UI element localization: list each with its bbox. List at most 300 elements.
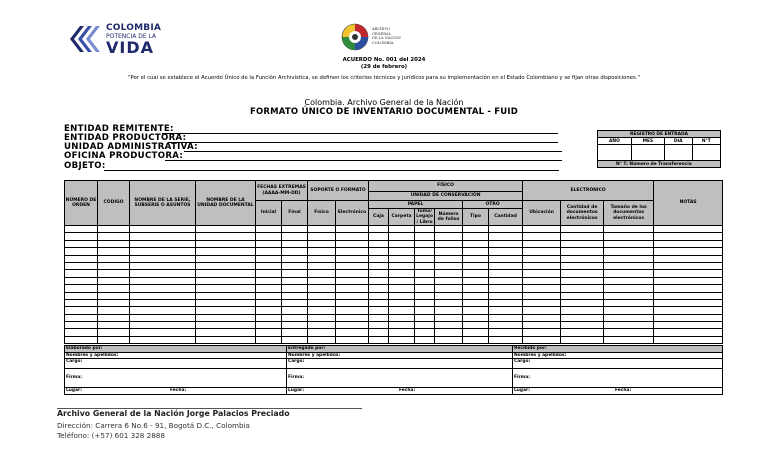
table-cell[interactable]	[336, 277, 369, 284]
table-cell[interactable]	[130, 240, 196, 247]
table-cell[interactable]	[65, 299, 98, 306]
table-cell[interactable]	[308, 277, 336, 284]
elaborado-nombres[interactable]: Nombres y apellidos:	[65, 352, 287, 359]
table-cell[interactable]	[369, 277, 389, 284]
table-cell[interactable]	[435, 292, 463, 299]
table-cell[interactable]	[654, 322, 723, 329]
table-cell[interactable]	[65, 314, 98, 321]
table-cell[interactable]	[282, 226, 308, 233]
table-cell[interactable]	[389, 262, 415, 269]
table-cell[interactable]	[463, 262, 489, 269]
table-cell[interactable]	[65, 336, 98, 343]
table-cell[interactable]	[463, 248, 489, 255]
table-cell[interactable]	[389, 255, 415, 262]
table-cell[interactable]	[196, 285, 256, 292]
table-cell[interactable]	[369, 314, 389, 321]
table-cell[interactable]	[196, 277, 256, 284]
table-cell[interactable]	[196, 270, 256, 277]
table-cell[interactable]	[196, 262, 256, 269]
table-cell[interactable]	[415, 240, 435, 247]
table-cell[interactable]	[282, 270, 308, 277]
table-cell[interactable]	[463, 299, 489, 306]
entidad-productora-field[interactable]	[168, 142, 558, 143]
table-cell[interactable]	[369, 292, 389, 299]
table-cell[interactable]	[654, 240, 723, 247]
table-cell[interactable]	[369, 307, 389, 314]
table-cell[interactable]	[336, 226, 369, 233]
table-cell[interactable]	[369, 270, 389, 277]
table-cell[interactable]	[336, 329, 369, 336]
table-cell[interactable]	[65, 255, 98, 262]
table-cell[interactable]	[561, 248, 604, 255]
table-cell[interactable]	[654, 314, 723, 321]
table-cell[interactable]	[65, 329, 98, 336]
table-cell[interactable]	[282, 322, 308, 329]
table-cell[interactable]	[282, 292, 308, 299]
table-cell[interactable]	[336, 285, 369, 292]
table-cell[interactable]	[654, 226, 723, 233]
table-cell[interactable]	[98, 314, 130, 321]
table-cell[interactable]	[336, 270, 369, 277]
table-cell[interactable]	[369, 285, 389, 292]
table-cell[interactable]	[196, 336, 256, 343]
table-cell[interactable]	[130, 226, 196, 233]
table-cell[interactable]	[561, 285, 604, 292]
table-cell[interactable]	[435, 314, 463, 321]
table-cell[interactable]	[654, 292, 723, 299]
table-cell[interactable]	[523, 307, 561, 314]
table-cell[interactable]	[654, 262, 723, 269]
table-cell[interactable]	[336, 248, 369, 255]
table-cell[interactable]	[369, 322, 389, 329]
table-cell[interactable]	[463, 307, 489, 314]
table-cell[interactable]	[130, 285, 196, 292]
table-cell[interactable]	[256, 307, 282, 314]
table-cell[interactable]	[130, 255, 196, 262]
table-cell[interactable]	[130, 262, 196, 269]
registro-ano-input[interactable]	[598, 145, 632, 161]
table-cell[interactable]	[98, 262, 130, 269]
table-cell[interactable]	[196, 292, 256, 299]
table-cell[interactable]	[369, 240, 389, 247]
table-cell[interactable]	[196, 314, 256, 321]
table-cell[interactable]	[654, 270, 723, 277]
table-cell[interactable]	[130, 248, 196, 255]
table-cell[interactable]	[523, 233, 561, 240]
table-cell[interactable]	[604, 262, 654, 269]
table-cell[interactable]	[389, 336, 415, 343]
table-cell[interactable]	[654, 285, 723, 292]
table-cell[interactable]	[489, 329, 523, 336]
table-cell[interactable]	[282, 314, 308, 321]
table-cell[interactable]	[604, 307, 654, 314]
table-cell[interactable]	[65, 270, 98, 277]
table-cell[interactable]	[130, 322, 196, 329]
table-cell[interactable]	[489, 307, 523, 314]
table-cell[interactable]	[415, 299, 435, 306]
table-cell[interactable]	[654, 277, 723, 284]
table-cell[interactable]	[415, 322, 435, 329]
table-cell[interactable]	[196, 299, 256, 306]
recibido-lugar-fecha[interactable]	[513, 388, 723, 395]
table-cell[interactable]	[463, 336, 489, 343]
table-cell[interactable]	[604, 322, 654, 329]
table-cell[interactable]	[98, 255, 130, 262]
table-cell[interactable]	[415, 277, 435, 284]
table-cell[interactable]	[489, 336, 523, 343]
table-cell[interactable]	[98, 322, 130, 329]
table-cell[interactable]	[654, 255, 723, 262]
table-cell[interactable]	[463, 255, 489, 262]
table-cell[interactable]	[282, 329, 308, 336]
table-cell[interactable]	[523, 240, 561, 247]
table-cell[interactable]	[196, 329, 256, 336]
table-cell[interactable]	[256, 262, 282, 269]
table-cell[interactable]	[523, 299, 561, 306]
table-cell[interactable]	[130, 336, 196, 343]
table-cell[interactable]	[463, 270, 489, 277]
table-cell[interactable]	[65, 240, 98, 247]
table-cell[interactable]	[489, 248, 523, 255]
table-cell[interactable]	[435, 240, 463, 247]
table-cell[interactable]	[654, 329, 723, 336]
table-cell[interactable]	[196, 255, 256, 262]
table-cell[interactable]	[130, 292, 196, 299]
table-cell[interactable]	[415, 285, 435, 292]
table-cell[interactable]	[336, 307, 369, 314]
registro-nt-input[interactable]	[692, 145, 720, 161]
table-cell[interactable]	[369, 336, 389, 343]
table-cell[interactable]	[65, 285, 98, 292]
table-cell[interactable]	[389, 226, 415, 233]
table-cell[interactable]	[282, 277, 308, 284]
table-cell[interactable]	[435, 270, 463, 277]
table-cell[interactable]	[65, 248, 98, 255]
table-cell[interactable]	[256, 248, 282, 255]
table-cell[interactable]	[561, 307, 604, 314]
table-cell[interactable]	[604, 277, 654, 284]
table-cell[interactable]	[65, 292, 98, 299]
table-cell[interactable]	[98, 248, 130, 255]
table-cell[interactable]	[604, 292, 654, 299]
table-cell[interactable]	[130, 270, 196, 277]
table-cell[interactable]	[389, 329, 415, 336]
table-cell[interactable]	[308, 292, 336, 299]
table-cell[interactable]	[604, 329, 654, 336]
table-cell[interactable]	[523, 255, 561, 262]
table-cell[interactable]	[463, 240, 489, 247]
table-cell[interactable]	[98, 270, 130, 277]
table-cell[interactable]	[98, 307, 130, 314]
table-cell[interactable]	[523, 329, 561, 336]
table-cell[interactable]	[435, 233, 463, 240]
recibido-cargo[interactable]: Cargo:	[513, 359, 723, 369]
table-cell[interactable]	[463, 285, 489, 292]
table-cell[interactable]	[256, 299, 282, 306]
table-cell[interactable]	[282, 262, 308, 269]
table-cell[interactable]	[489, 262, 523, 269]
table-cell[interactable]	[98, 329, 130, 336]
elaborado-cargo[interactable]: Cargo:	[65, 359, 287, 369]
table-cell[interactable]	[561, 270, 604, 277]
table-cell[interactable]	[256, 322, 282, 329]
table-cell[interactable]	[256, 240, 282, 247]
table-cell[interactable]	[604, 336, 654, 343]
table-cell[interactable]	[256, 329, 282, 336]
table-cell[interactable]	[435, 299, 463, 306]
table-cell[interactable]	[654, 299, 723, 306]
table-cell[interactable]	[435, 322, 463, 329]
table-cell[interactable]	[604, 233, 654, 240]
table-cell[interactable]	[308, 255, 336, 262]
table-cell[interactable]	[463, 314, 489, 321]
table-cell[interactable]	[435, 285, 463, 292]
table-cell[interactable]	[196, 233, 256, 240]
table-cell[interactable]	[369, 255, 389, 262]
table-cell[interactable]	[282, 285, 308, 292]
table-cell[interactable]	[415, 270, 435, 277]
table-cell[interactable]	[256, 233, 282, 240]
registro-mes-input[interactable]	[631, 145, 664, 161]
table-cell[interactable]	[98, 285, 130, 292]
table-cell[interactable]	[65, 307, 98, 314]
table-cell[interactable]	[369, 248, 389, 255]
table-cell[interactable]	[308, 285, 336, 292]
table-cell[interactable]	[65, 262, 98, 269]
table-cell[interactable]	[604, 270, 654, 277]
recibido-firma[interactable]: Firma:	[513, 369, 723, 388]
table-cell[interactable]	[130, 314, 196, 321]
table-cell[interactable]	[256, 292, 282, 299]
table-cell[interactable]	[336, 314, 369, 321]
table-cell[interactable]	[369, 233, 389, 240]
table-cell[interactable]	[523, 270, 561, 277]
table-cell[interactable]	[65, 277, 98, 284]
table-cell[interactable]	[369, 299, 389, 306]
table-cell[interactable]	[256, 277, 282, 284]
table-cell[interactable]	[523, 336, 561, 343]
table-cell[interactable]	[561, 292, 604, 299]
table-cell[interactable]	[65, 233, 98, 240]
table-cell[interactable]	[389, 299, 415, 306]
table-cell[interactable]	[435, 277, 463, 284]
recibido-nombres[interactable]: Nombres y apellidos:	[513, 352, 723, 359]
elaborado-lugar-fecha[interactable]	[65, 388, 287, 395]
table-cell[interactable]	[336, 255, 369, 262]
table-cell[interactable]	[463, 322, 489, 329]
table-cell[interactable]	[435, 336, 463, 343]
table-cell[interactable]	[256, 336, 282, 343]
table-cell[interactable]	[435, 307, 463, 314]
table-cell[interactable]	[523, 226, 561, 233]
table-cell[interactable]	[415, 336, 435, 343]
table-cell[interactable]	[308, 299, 336, 306]
table-cell[interactable]	[369, 329, 389, 336]
entregado-lugar-fecha[interactable]	[287, 388, 513, 395]
table-cell[interactable]	[654, 307, 723, 314]
table-cell[interactable]	[389, 314, 415, 321]
table-cell[interactable]	[604, 240, 654, 247]
table-cell[interactable]	[463, 233, 489, 240]
table-cell[interactable]	[389, 292, 415, 299]
table-cell[interactable]	[523, 285, 561, 292]
table-cell[interactable]	[369, 226, 389, 233]
table-cell[interactable]	[463, 292, 489, 299]
table-cell[interactable]	[196, 248, 256, 255]
table-cell[interactable]	[98, 240, 130, 247]
table-cell[interactable]	[561, 262, 604, 269]
table-cell[interactable]	[489, 240, 523, 247]
table-cell[interactable]	[489, 226, 523, 233]
table-cell[interactable]	[415, 292, 435, 299]
table-cell[interactable]	[523, 314, 561, 321]
table-cell[interactable]	[256, 314, 282, 321]
table-cell[interactable]	[389, 248, 415, 255]
table-cell[interactable]	[415, 329, 435, 336]
table-cell[interactable]	[523, 292, 561, 299]
table-cell[interactable]	[336, 292, 369, 299]
table-cell[interactable]	[282, 307, 308, 314]
objeto-field[interactable]	[104, 170, 559, 171]
table-cell[interactable]	[523, 277, 561, 284]
table-cell[interactable]	[489, 233, 523, 240]
table-cell[interactable]	[98, 277, 130, 284]
table-cell[interactable]	[489, 270, 523, 277]
table-cell[interactable]	[256, 255, 282, 262]
table-cell[interactable]	[489, 314, 523, 321]
table-cell[interactable]	[389, 322, 415, 329]
elaborado-firma[interactable]: Firma:	[65, 369, 287, 388]
oficina-productora-field[interactable]	[165, 160, 562, 161]
table-cell[interactable]	[336, 233, 369, 240]
table-cell[interactable]	[196, 226, 256, 233]
entregado-firma[interactable]: Firma:	[287, 369, 513, 388]
table-cell[interactable]	[130, 233, 196, 240]
table-cell[interactable]	[415, 262, 435, 269]
table-cell[interactable]	[389, 270, 415, 277]
table-cell[interactable]	[654, 336, 723, 343]
table-cell[interactable]	[415, 307, 435, 314]
table-cell[interactable]	[415, 233, 435, 240]
table-cell[interactable]	[98, 233, 130, 240]
table-cell[interactable]	[308, 248, 336, 255]
table-cell[interactable]	[336, 336, 369, 343]
table-cell[interactable]	[435, 255, 463, 262]
table-cell[interactable]	[604, 285, 654, 292]
table-cell[interactable]	[435, 329, 463, 336]
table-cell[interactable]	[561, 255, 604, 262]
table-cell[interactable]	[65, 322, 98, 329]
table-cell[interactable]	[489, 322, 523, 329]
table-cell[interactable]	[98, 336, 130, 343]
table-cell[interactable]	[435, 262, 463, 269]
table-cell[interactable]	[308, 329, 336, 336]
table-cell[interactable]	[523, 322, 561, 329]
table-cell[interactable]	[463, 226, 489, 233]
table-cell[interactable]	[489, 277, 523, 284]
table-cell[interactable]	[196, 240, 256, 247]
table-cell[interactable]	[282, 233, 308, 240]
table-cell[interactable]	[308, 262, 336, 269]
table-cell[interactable]	[389, 307, 415, 314]
table-cell[interactable]	[282, 255, 308, 262]
table-cell[interactable]	[489, 255, 523, 262]
table-cell[interactable]	[308, 270, 336, 277]
table-cell[interactable]	[415, 255, 435, 262]
table-cell[interactable]	[130, 277, 196, 284]
entidad-remitente-field[interactable]	[162, 133, 558, 134]
table-cell[interactable]	[415, 314, 435, 321]
table-cell[interactable]	[308, 336, 336, 343]
table-cell[interactable]	[196, 307, 256, 314]
table-cell[interactable]	[130, 307, 196, 314]
table-cell[interactable]	[98, 299, 130, 306]
table-cell[interactable]	[336, 240, 369, 247]
table-cell[interactable]	[463, 329, 489, 336]
table-cell[interactable]	[604, 314, 654, 321]
table-cell[interactable]	[561, 314, 604, 321]
table-cell[interactable]	[463, 277, 489, 284]
table-cell[interactable]	[98, 226, 130, 233]
unidad-administrativa-field[interactable]	[184, 151, 562, 152]
table-cell[interactable]	[256, 285, 282, 292]
table-cell[interactable]	[415, 226, 435, 233]
entregado-cargo[interactable]: Cargo:	[287, 359, 513, 369]
table-cell[interactable]	[561, 277, 604, 284]
table-cell[interactable]	[523, 248, 561, 255]
table-cell[interactable]	[282, 299, 308, 306]
table-cell[interactable]	[604, 255, 654, 262]
table-cell[interactable]	[561, 336, 604, 343]
table-cell[interactable]	[336, 262, 369, 269]
table-cell[interactable]	[654, 248, 723, 255]
table-cell[interactable]	[369, 262, 389, 269]
table-cell[interactable]	[389, 285, 415, 292]
table-cell[interactable]	[308, 226, 336, 233]
table-cell[interactable]	[308, 307, 336, 314]
table-cell[interactable]	[561, 322, 604, 329]
table-cell[interactable]	[389, 277, 415, 284]
table-cell[interactable]	[561, 329, 604, 336]
table-cell[interactable]	[604, 226, 654, 233]
table-cell[interactable]	[389, 240, 415, 247]
table-cell[interactable]	[489, 299, 523, 306]
table-cell[interactable]	[389, 233, 415, 240]
table-cell[interactable]	[308, 322, 336, 329]
table-cell[interactable]	[98, 292, 130, 299]
table-cell[interactable]	[256, 226, 282, 233]
table-cell[interactable]	[130, 299, 196, 306]
table-cell[interactable]	[65, 226, 98, 233]
table-cell[interactable]	[130, 329, 196, 336]
table-cell[interactable]	[336, 322, 369, 329]
table-cell[interactable]	[489, 292, 523, 299]
table-cell[interactable]	[561, 299, 604, 306]
table-cell[interactable]	[604, 299, 654, 306]
table-cell[interactable]	[282, 336, 308, 343]
table-cell[interactable]	[308, 314, 336, 321]
table-cell[interactable]	[308, 233, 336, 240]
table-cell[interactable]	[654, 233, 723, 240]
table-cell[interactable]	[604, 248, 654, 255]
table-cell[interactable]	[415, 248, 435, 255]
table-cell[interactable]	[435, 248, 463, 255]
table-cell[interactable]	[196, 322, 256, 329]
table-cell[interactable]	[282, 240, 308, 247]
entregado-nombres[interactable]: Nombres y apellidos:	[287, 352, 513, 359]
table-cell[interactable]	[561, 233, 604, 240]
table-cell[interactable]	[308, 240, 336, 247]
